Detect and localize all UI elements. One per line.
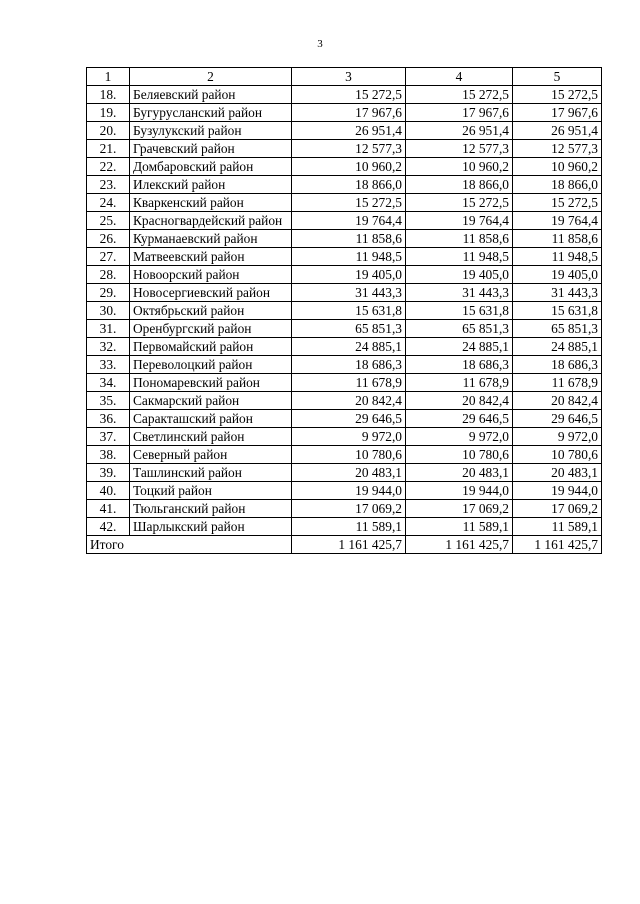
value-col5: 15 272,5	[513, 194, 602, 212]
value-col5: 31 443,3	[513, 284, 602, 302]
value-col4: 20 483,1	[406, 464, 513, 482]
value-col5: 10 960,2	[513, 158, 602, 176]
value-col4: 24 885,1	[406, 338, 513, 356]
table-row	[87, 230, 602, 248]
value-col4: 10 960,2	[406, 158, 513, 176]
row-number: 31.	[87, 320, 130, 338]
value-col3: 9 972,0	[292, 428, 406, 446]
page-number: 3	[317, 38, 323, 50]
row-number: 36.	[87, 410, 130, 428]
value-col5: 19 764,4	[513, 212, 602, 230]
table-row	[87, 266, 602, 284]
header-row	[87, 68, 602, 86]
value-col4: 11 948,5	[406, 248, 513, 266]
value-col4: 10 780,6	[406, 446, 513, 464]
value-col4: 18 866,0	[406, 176, 513, 194]
table-row	[87, 104, 602, 122]
district-name: Северный район	[130, 446, 292, 464]
district-name: Переволоцкий район	[130, 356, 292, 374]
district-name: Новосергиевский район	[130, 284, 292, 302]
table-row	[87, 518, 602, 536]
value-col3: 31 443,3	[292, 284, 406, 302]
table-row	[87, 302, 602, 320]
value-col4: 9 972,0	[406, 428, 513, 446]
value-col5: 19 944,0	[513, 482, 602, 500]
value-col5: 15 631,8	[513, 302, 602, 320]
value-col4: 17 069,2	[406, 500, 513, 518]
table-body	[87, 86, 602, 536]
district-name: Бузулукский район	[130, 122, 292, 140]
row-number: 39.	[87, 464, 130, 482]
value-col3: 26 951,4	[292, 122, 406, 140]
row-number: 23.	[87, 176, 130, 194]
district-name: Пономаревский район	[130, 374, 292, 392]
row-number: 24.	[87, 194, 130, 212]
value-col5: 18 686,3	[513, 356, 602, 374]
table-row	[87, 140, 602, 158]
table-row	[87, 284, 602, 302]
district-name: Оренбургский район	[130, 320, 292, 338]
table-row	[87, 446, 602, 464]
column-header-4: 4	[406, 68, 513, 86]
district-funding-table	[86, 67, 602, 554]
table-row	[87, 122, 602, 140]
table-row	[87, 176, 602, 194]
district-name: Кваркенский район	[130, 194, 292, 212]
district-name: Тюльганский район	[130, 500, 292, 518]
value-col3: 11 678,9	[292, 374, 406, 392]
table-row	[87, 428, 602, 446]
value-col3: 19 944,0	[292, 482, 406, 500]
row-number: 33.	[87, 356, 130, 374]
value-col5: 11 589,1	[513, 518, 602, 536]
value-col4: 15 272,5	[406, 86, 513, 104]
value-col5: 65 851,3	[513, 320, 602, 338]
total-value-col4: 1 161 425,7	[406, 536, 513, 554]
value-col4: 65 851,3	[406, 320, 513, 338]
district-name: Шарлыкский район	[130, 518, 292, 536]
table-row	[87, 86, 602, 104]
table-row	[87, 320, 602, 338]
value-col5: 15 272,5	[513, 86, 602, 104]
value-col3: 65 851,3	[292, 320, 406, 338]
table-row	[87, 374, 602, 392]
value-col3: 18 686,3	[292, 356, 406, 374]
table-row	[87, 158, 602, 176]
district-name: Светлинский район	[130, 428, 292, 446]
row-number: 41.	[87, 500, 130, 518]
value-col3: 12 577,3	[292, 140, 406, 158]
value-col4: 11 678,9	[406, 374, 513, 392]
district-name: Домбаровский район	[130, 158, 292, 176]
table-row	[87, 500, 602, 518]
row-number: 26.	[87, 230, 130, 248]
value-col3: 10 780,6	[292, 446, 406, 464]
value-col4: 19 944,0	[406, 482, 513, 500]
value-col4: 29 646,5	[406, 410, 513, 428]
row-number: 19.	[87, 104, 130, 122]
row-number: 18.	[87, 86, 130, 104]
table-row	[87, 338, 602, 356]
value-col3: 11 589,1	[292, 518, 406, 536]
value-col5: 10 780,6	[513, 446, 602, 464]
value-col3: 15 272,5	[292, 194, 406, 212]
district-name: Бугурусланский район	[130, 104, 292, 122]
value-col3: 10 960,2	[292, 158, 406, 176]
row-number: 28.	[87, 266, 130, 284]
column-header-2: 2	[130, 68, 292, 86]
value-col4: 11 589,1	[406, 518, 513, 536]
row-number: 35.	[87, 392, 130, 410]
row-number: 29.	[87, 284, 130, 302]
value-col3: 11 858,6	[292, 230, 406, 248]
total-value-col5: 1 161 425,7	[513, 536, 602, 554]
value-col5: 17 069,2	[513, 500, 602, 518]
value-col5: 20 842,4	[513, 392, 602, 410]
value-col4: 31 443,3	[406, 284, 513, 302]
district-name: Илекский район	[130, 176, 292, 194]
table-row	[87, 392, 602, 410]
value-col5: 9 972,0	[513, 428, 602, 446]
value-col3: 19 405,0	[292, 266, 406, 284]
table-row	[87, 482, 602, 500]
value-col5: 11 948,5	[513, 248, 602, 266]
value-col3: 17 069,2	[292, 500, 406, 518]
value-col4: 11 858,6	[406, 230, 513, 248]
table-row	[87, 410, 602, 428]
district-name: Ташлинский район	[130, 464, 292, 482]
value-col3: 18 866,0	[292, 176, 406, 194]
district-name: Матвеевский район	[130, 248, 292, 266]
district-name: Красногвардейский район	[130, 212, 292, 230]
row-number: 32.	[87, 338, 130, 356]
value-col5: 12 577,3	[513, 140, 602, 158]
value-col5: 24 885,1	[513, 338, 602, 356]
row-number: 30.	[87, 302, 130, 320]
value-col5: 26 951,4	[513, 122, 602, 140]
row-number: 34.	[87, 374, 130, 392]
value-col5: 18 866,0	[513, 176, 602, 194]
value-col3: 15 272,5	[292, 86, 406, 104]
row-number: 42.	[87, 518, 130, 536]
district-name: Новоорский район	[130, 266, 292, 284]
row-number: 25.	[87, 212, 130, 230]
value-col3: 24 885,1	[292, 338, 406, 356]
value-col4: 18 686,3	[406, 356, 513, 374]
row-number: 38.	[87, 446, 130, 464]
value-col5: 11 678,9	[513, 374, 602, 392]
table-row	[87, 464, 602, 482]
value-col3: 15 631,8	[292, 302, 406, 320]
value-col4: 15 631,8	[406, 302, 513, 320]
value-col3: 11 948,5	[292, 248, 406, 266]
value-col4: 19 764,4	[406, 212, 513, 230]
value-col3: 29 646,5	[292, 410, 406, 428]
row-number: 21.	[87, 140, 130, 158]
table-row	[87, 212, 602, 230]
total-row	[87, 536, 602, 554]
value-col4: 15 272,5	[406, 194, 513, 212]
total-value-col3: 1 161 425,7	[292, 536, 406, 554]
value-col3: 20 842,4	[292, 392, 406, 410]
row-number: 22.	[87, 158, 130, 176]
value-col5: 20 483,1	[513, 464, 602, 482]
value-col5: 17 967,6	[513, 104, 602, 122]
district-name: Грачевский район	[130, 140, 292, 158]
value-col4: 12 577,3	[406, 140, 513, 158]
row-number: 27.	[87, 248, 130, 266]
district-name: Курманаевский район	[130, 230, 292, 248]
column-header-1: 1	[87, 68, 130, 86]
value-col4: 17 967,6	[406, 104, 513, 122]
value-col5: 11 858,6	[513, 230, 602, 248]
table-row	[87, 194, 602, 212]
value-col3: 17 967,6	[292, 104, 406, 122]
value-col3: 20 483,1	[292, 464, 406, 482]
value-col4: 19 405,0	[406, 266, 513, 284]
row-number: 40.	[87, 482, 130, 500]
table-row	[87, 356, 602, 374]
row-number: 20.	[87, 122, 130, 140]
district-name: Саракташский район	[130, 410, 292, 428]
district-name: Первомайский район	[130, 338, 292, 356]
value-col3: 19 764,4	[292, 212, 406, 230]
district-name: Беляевский район	[130, 86, 292, 104]
district-name: Тоцкий район	[130, 482, 292, 500]
value-col5: 29 646,5	[513, 410, 602, 428]
column-header-5: 5	[513, 68, 602, 86]
district-name: Октябрьский район	[130, 302, 292, 320]
value-col4: 26 951,4	[406, 122, 513, 140]
district-name: Сакмарский район	[130, 392, 292, 410]
value-col4: 20 842,4	[406, 392, 513, 410]
table-row	[87, 248, 602, 266]
column-header-3: 3	[292, 68, 406, 86]
value-col5: 19 405,0	[513, 266, 602, 284]
row-number: 37.	[87, 428, 130, 446]
total-label: Итого	[87, 536, 292, 554]
